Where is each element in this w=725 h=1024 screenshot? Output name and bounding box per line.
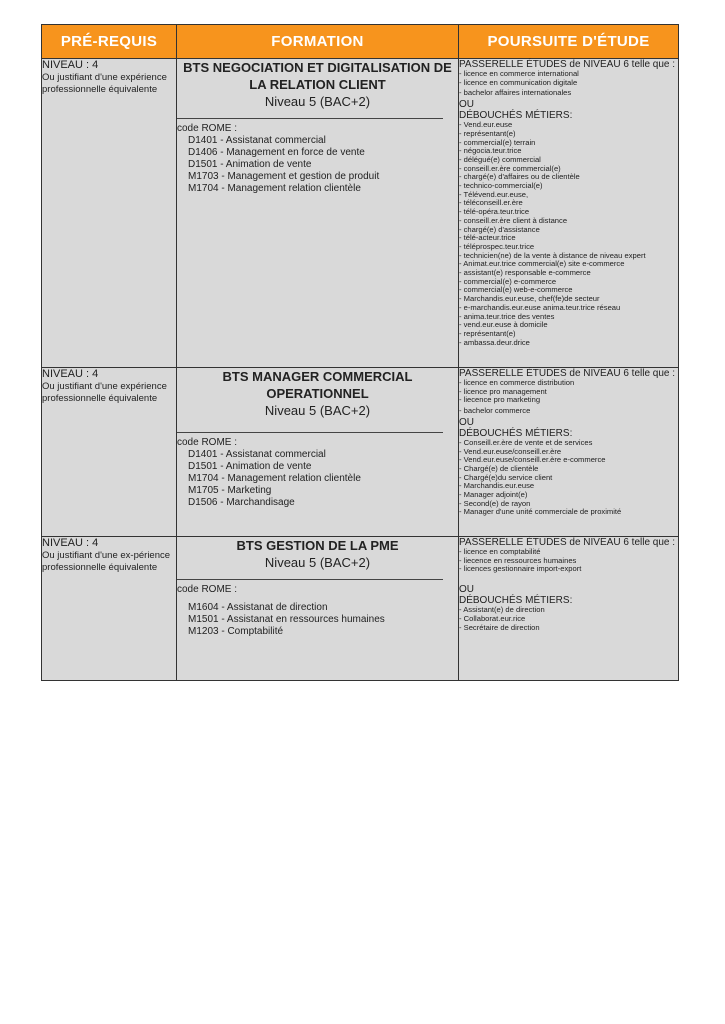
formation-cell [177,537,459,681]
list-item: - Vend.eur.euse [459,120,513,130]
list-item: - Collaborat.eur.rice [459,613,526,623]
passerelle-list [459,548,678,574]
list-item: - téléconseill.er.ère [459,198,523,208]
list-item: - liecence pro marketing [459,395,541,405]
list-item: - anima.teur.trice des ventes [459,311,555,321]
debouches-text: DÉBOUCHÉS MÉTIERS: [459,595,573,607]
divider [177,118,443,119]
rome-item: D1506 - Marchandisage [188,497,295,508]
list-item: - Assistant(e) de direction [459,605,545,615]
rome-label: code ROME : [177,123,238,134]
poursuite-cell [459,368,679,537]
table-row [42,368,679,537]
list-item: - licence pro management [459,386,547,396]
list-item: - Marchandis.eur.euse, chef(fe)de secteur [459,294,600,304]
list-item: - Vend.eur.euse/conseill.er.ère e-commerce [459,455,606,465]
justifiant-text: Ou justifiant d'une ex-périence professionnelle équivalente [42,550,171,573]
list-item: - technicien(ne) de la vente à distance de niveau expert [459,250,646,260]
rome-item: M1705 - Marketing [188,485,272,496]
rome-item: D1406 - Management en force de vente [188,147,365,158]
ou-text: OU [459,416,474,428]
rome-item: M1703 - Management et gestion de produit [188,171,380,182]
list-item: - e-marchandis.eur.euse anima.teur.trice réseau [459,302,621,312]
formation-title: BTS GESTION DE LA PME [236,538,399,553]
rome-item: M1501 - Assistanat en ressources humaines [188,614,385,625]
list-item: - ambassa.deur.drice [459,337,530,347]
prerequis-cell [42,368,177,537]
niveau-text: NIVEAU : 4 [42,537,99,549]
list-item: - télé-acteur.trice [459,233,516,243]
list-item: - Chargé(e)du service client [459,472,553,482]
prerequis-cell [42,59,177,368]
list-item: - bachelor affaires internationales [459,88,572,98]
list-item: - licence en commerce international [459,69,579,78]
list-item: - licence en communication digitale [459,77,578,87]
formation-level: Niveau 5 (BAC+2) [264,555,371,570]
header-poursuite: POURSUITE D'ÉTUDE [459,25,679,59]
metiers-list [459,121,678,347]
poursuite-cell [459,59,679,368]
rome-item: M1203 - Comptabilité [188,626,284,637]
table-row [42,537,679,681]
formation-level: Niveau 5 (BAC+2) [264,94,371,109]
list-item: - représentant(e) [459,128,516,138]
ou-text: OU [459,584,474,596]
list-item: - liecence en ressources humaines [459,555,577,565]
rome-list [177,449,458,509]
list-item: - Manager adjoint(e) [459,490,528,500]
rome-item: M1704 - Management relation clientèle [188,473,361,484]
list-item: - Vend.eur.euse/conseill.er.ère [459,446,562,456]
header-prerequis: PRÉ-REQUIS [42,25,177,59]
list-item: - Second(e) de rayon [459,498,531,508]
list-item: - Manager d'une unité commerciale de proximité [459,507,622,517]
list-item: - Télévend.eur.euse, [459,189,529,199]
list-item: - vend.eur.euse à domicile [459,320,548,330]
debouches-text: DÉBOUCHÉS MÉTIERS: [459,427,573,439]
rome-item: D1501 - Animation de vente [188,159,312,170]
list-item: - chargé(e) d'assistance [459,224,540,234]
list-item: - licence en comptabilité [459,547,541,556]
list-item: - conseill.er.ère commercial(e) [459,163,561,173]
list-item: - télé-opéra.teur.trice [459,207,530,217]
niveau-text: NIVEAU : 4 [42,59,99,71]
metiers-list [459,439,678,517]
list-item: - Conseill.er.ère de vente et de services [459,437,593,447]
list-item: - licences gestionnaire import-export [459,564,582,574]
list-item: - licence en commerce distribution [459,378,575,387]
justifiant-text: Ou justifiant d'une expérience professionnelle équivalente [42,72,167,95]
header-row [42,25,679,59]
list-item: - Secrétaire de direction [459,622,540,632]
prerequis-cell [42,537,177,681]
table-row [42,59,679,368]
list-item: - Animat.eur.trice commercial(e) site e-commerce [459,259,625,269]
poursuite-cell [459,537,679,681]
passerelle-text: PASSERELLE ÉTUDES de NIVEAU 6 telle que : [459,368,676,379]
formation-level: Niveau 5 (BAC+2) [264,403,371,418]
list-item: - assistant(e) responsable e-commerce [459,268,591,278]
rome-item: D1401 - Assistanat commercial [188,135,326,146]
list-item: - Chargé(e) de clientèle [459,463,539,473]
rome-list [177,135,458,195]
formation-title: BTS NEGOCIATION ET DIGITALISATION DE LA RELATION CLIENT [183,60,452,92]
list-item: - commercial(e) web-e-commerce [459,285,573,295]
formation-table [41,24,679,681]
passerelle-list [459,70,678,98]
list-item: - Marchandis.eur.euse [459,481,535,491]
list-item: - délégué(e) commercial [459,154,541,164]
rome-item: M1604 - Assistanat de direction [188,602,328,613]
list-item: - représentant(e) [459,328,516,338]
debouches-text: DÉBOUCHÉS MÉTIERS: [459,110,573,122]
metiers-list [459,606,678,632]
ou-text: OU [459,99,474,111]
list-item: - commercial(e) terrain [459,137,536,147]
passerelle-text: PASSERELLE ÉTUDES de NIVEAU 6 telle que : [459,59,676,70]
rome-item: M1704 - Management relation clientèle [188,183,361,194]
formation-cell [177,368,459,537]
passerelle-list [459,379,678,416]
rome-label: code ROME : [177,584,238,595]
rome-item: D1501 - Animation de vente [188,461,312,472]
formation-title: BTS MANAGER COMMERCIAL OPERATIONNEL [222,369,413,401]
divider [177,579,443,580]
justifiant-text: Ou justifiant d'une expérience professionnelle équivalente [42,381,167,404]
header-formation: FORMATION [177,25,459,59]
formation-cell [177,59,459,368]
divider [177,432,443,433]
list-item: - chargé(e) d'affaires ou de clientèle [459,172,580,182]
list-item: - conseill.er.ère client à distance [459,215,568,225]
rome-item: D1401 - Assistanat commercial [188,449,326,460]
list-item: - commercial(e) e-commerce [459,276,557,286]
niveau-text: NIVEAU : 4 [42,368,99,380]
list-item: - téléprospec.teur.trice [459,241,535,251]
passerelle-text: PASSERELLE ÉTUDES de NIVEAU 6 telle que : [459,537,676,548]
rome-list [177,602,458,638]
rome-label: code ROME : [177,437,238,448]
list-item: - négocia.teur.trice [459,146,522,156]
list-item: - bachelor commerce [459,406,531,416]
list-item: - technico-commercial(e) [459,181,543,191]
